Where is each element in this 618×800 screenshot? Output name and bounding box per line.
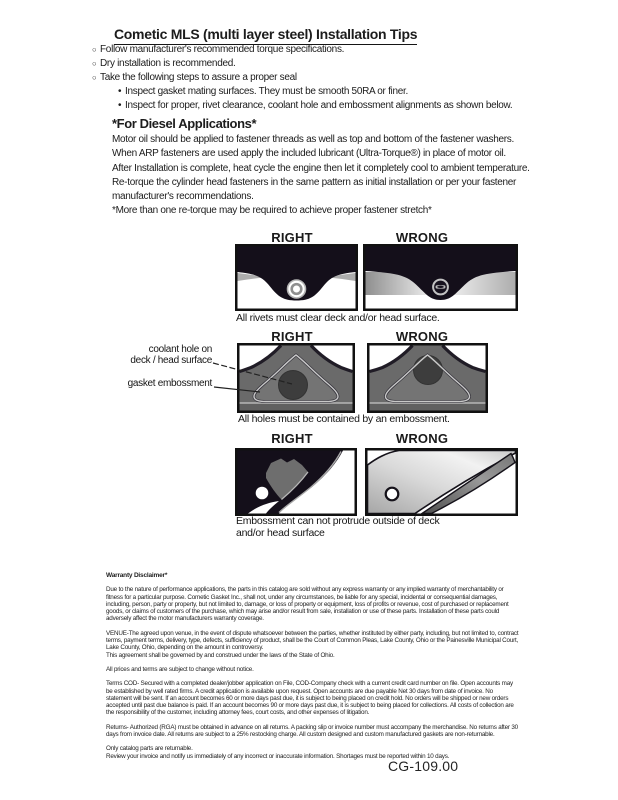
wrong-label: WRONG [395, 230, 449, 245]
right-label: RIGHT [271, 230, 313, 245]
installation-tips-list [92, 43, 532, 113]
dot-bullet-icon: • [118, 100, 122, 111]
tip-text: Take the following steps to assure a proper seal [100, 72, 297, 83]
caption-line: Embossment can not protrude outside of deck [236, 515, 440, 527]
warranty-paragraph: VENUE-The agreed upon venue, in the event of dispute whatsoever between the parties, whether instituted by either party, including, but not limited to, contract terms, payment terms, delivery, type, defects, sufficiency of product, shall be the Court of Common Pleas, Lake County, Ohio or the Painesville Municipal Court, Lake County, Ohio, depending on the amount in controversy. [106, 629, 519, 652]
caption-line: and/or head surface [236, 526, 325, 539]
rivet-wrong-diagram [363, 244, 518, 311]
annotation-line: deck / head surface [130, 354, 212, 366]
list-item [118, 99, 532, 113]
right-label: RIGHT [271, 431, 313, 446]
rivet-right-diagram [235, 244, 358, 311]
coolant-hole [414, 356, 443, 385]
list-item [92, 43, 532, 57]
coolant-hole-annotation [70, 345, 212, 366]
warranty-paragraph: This agreement shall be governed by and construed under the laws of the State of Ohio. [106, 651, 335, 659]
coolant-hole [279, 371, 308, 400]
bolt-hole [386, 488, 399, 501]
wrong-label: WRONG [395, 329, 449, 344]
deck-edge-band [240, 403, 353, 411]
list-item [92, 57, 532, 71]
diagram-caption: All rivets must clear deck and/or head surface. [236, 312, 440, 324]
rivet-center [292, 284, 302, 294]
tip-text: Inspect gasket mating surfaces. They must be smooth 50RA or finer. [125, 86, 408, 97]
warranty-paragraph: Due to the nature of performance applications, the parts in this catalog are sold without any express warranty or any implied warranty of merchantability or fitness for a particular purpose. Cometic Gasket Inc., shall not, under any circumstances, be liable for any special, incidental or consequential damages, including, person, party or property, but not limited to, damage, or loss of property or equipment, loss of profits or revenue, cost of purchased or replacement goods, or claims of customers of the purchase, which may arise and/or result from sale, installation or use of these parts. Installation of these parts could adversely affect the motor manufacturers warranty coverage. [106, 586, 509, 623]
page-title: Cometic MLS (multi layer steel) Installation Tips [114, 26, 417, 45]
diagram-caption [236, 516, 439, 539]
right-label: RIGHT [271, 329, 313, 344]
warranty-paragraph: Review your invoice and notify us immediately of any incorrect or inaccurate information. Shortages must be reported within 10 days. [106, 752, 450, 760]
circle-bullet-icon: ○ [92, 45, 97, 54]
embossment-right-diagram [235, 448, 357, 516]
tip-text: Inspect for proper, rivet clearance, coolant hole and embossment alignments as shown below. [125, 100, 513, 111]
wrong-label: WRONG [395, 431, 449, 446]
diesel-paragraph: After Installation is complete, heat cycle the engine then let it completely cool to ambient temperature. Re-torque the cylinder head fasteners in the same pattern as initial installation or per your fastener manufacturer's recommendations. [112, 163, 530, 203]
warranty-paragraph: Only catalog parts are returnable. [106, 745, 193, 753]
deck-edge-band [370, 403, 486, 411]
coolant-hole-right-diagram [237, 343, 355, 413]
retorque-note: *More than one re-torque may be required to achieve proper fastener stretch* [112, 205, 432, 216]
warranty-paragraph: Terms COD- Secured with a completed dealer/jobber application on File, COD-Company check with a current credit card number on file. Open accounts may be established by well rated firms. A credit application is available upon request. Open accounts are due payable Net 30 days from date of invoice. No statement will be sent. If an account becomes 60 or more days past due, it is subject to being placed on credit hold. No orders will be shipped or new orders accepted until past due balance is paid. If an account becomes 90 or more days past due, it is subject to being placed for collections. All costs of collection are the responsibility of the customer, including attorney fees, court costs, and other expenses of litigation. [106, 680, 514, 717]
warranty-paragraph: Returns- Authorized (RGA) must be obtained in advance on all returns. A packing slip or invoice number must accompany the merchandise. No returns after 30 days from invoice date. All returns are subject to a 25% restocking charge. All custom designed and custom manufactured gaskets are non-returnable. [106, 723, 518, 739]
diagram-caption: All holes must be contained by an embossment. [238, 413, 450, 425]
dot-bullet-icon: • [118, 86, 122, 97]
annotation-line: coolant hole on [148, 344, 212, 355]
page-code: CG-109.00 [388, 758, 459, 774]
coolant-hole-wrong-diagram [367, 343, 488, 413]
embossment-wrong-diagram [365, 448, 518, 516]
rivet-center [437, 286, 444, 288]
warranty-heading: Warranty Disclaimer* [106, 572, 168, 579]
tip-text: Dry installation is recommended. [100, 58, 236, 69]
warranty-paragraph: All prices and terms are subject to change without notice. [106, 665, 254, 673]
circle-bullet-icon: ○ [92, 73, 97, 82]
tip-text: Follow manufacturer's recommended torque specifications. [100, 44, 345, 55]
list-item [118, 85, 532, 99]
circle-bullet-icon: ○ [92, 59, 97, 68]
embossment-annotation: gasket embossment [127, 378, 212, 389]
bolt-hole [256, 487, 269, 500]
diesel-paragraph: Motor oil should be applied to fastener threads as well as top and bottom of the fastener washers. When ARP fasteners are used apply the included lubricant (Ultra-Torque®) in place of motor oil. [112, 134, 514, 160]
list-item [92, 71, 532, 85]
diesel-section-heading: *For Diesel Applications* [112, 116, 257, 131]
warranty-disclaimer [106, 572, 520, 760]
